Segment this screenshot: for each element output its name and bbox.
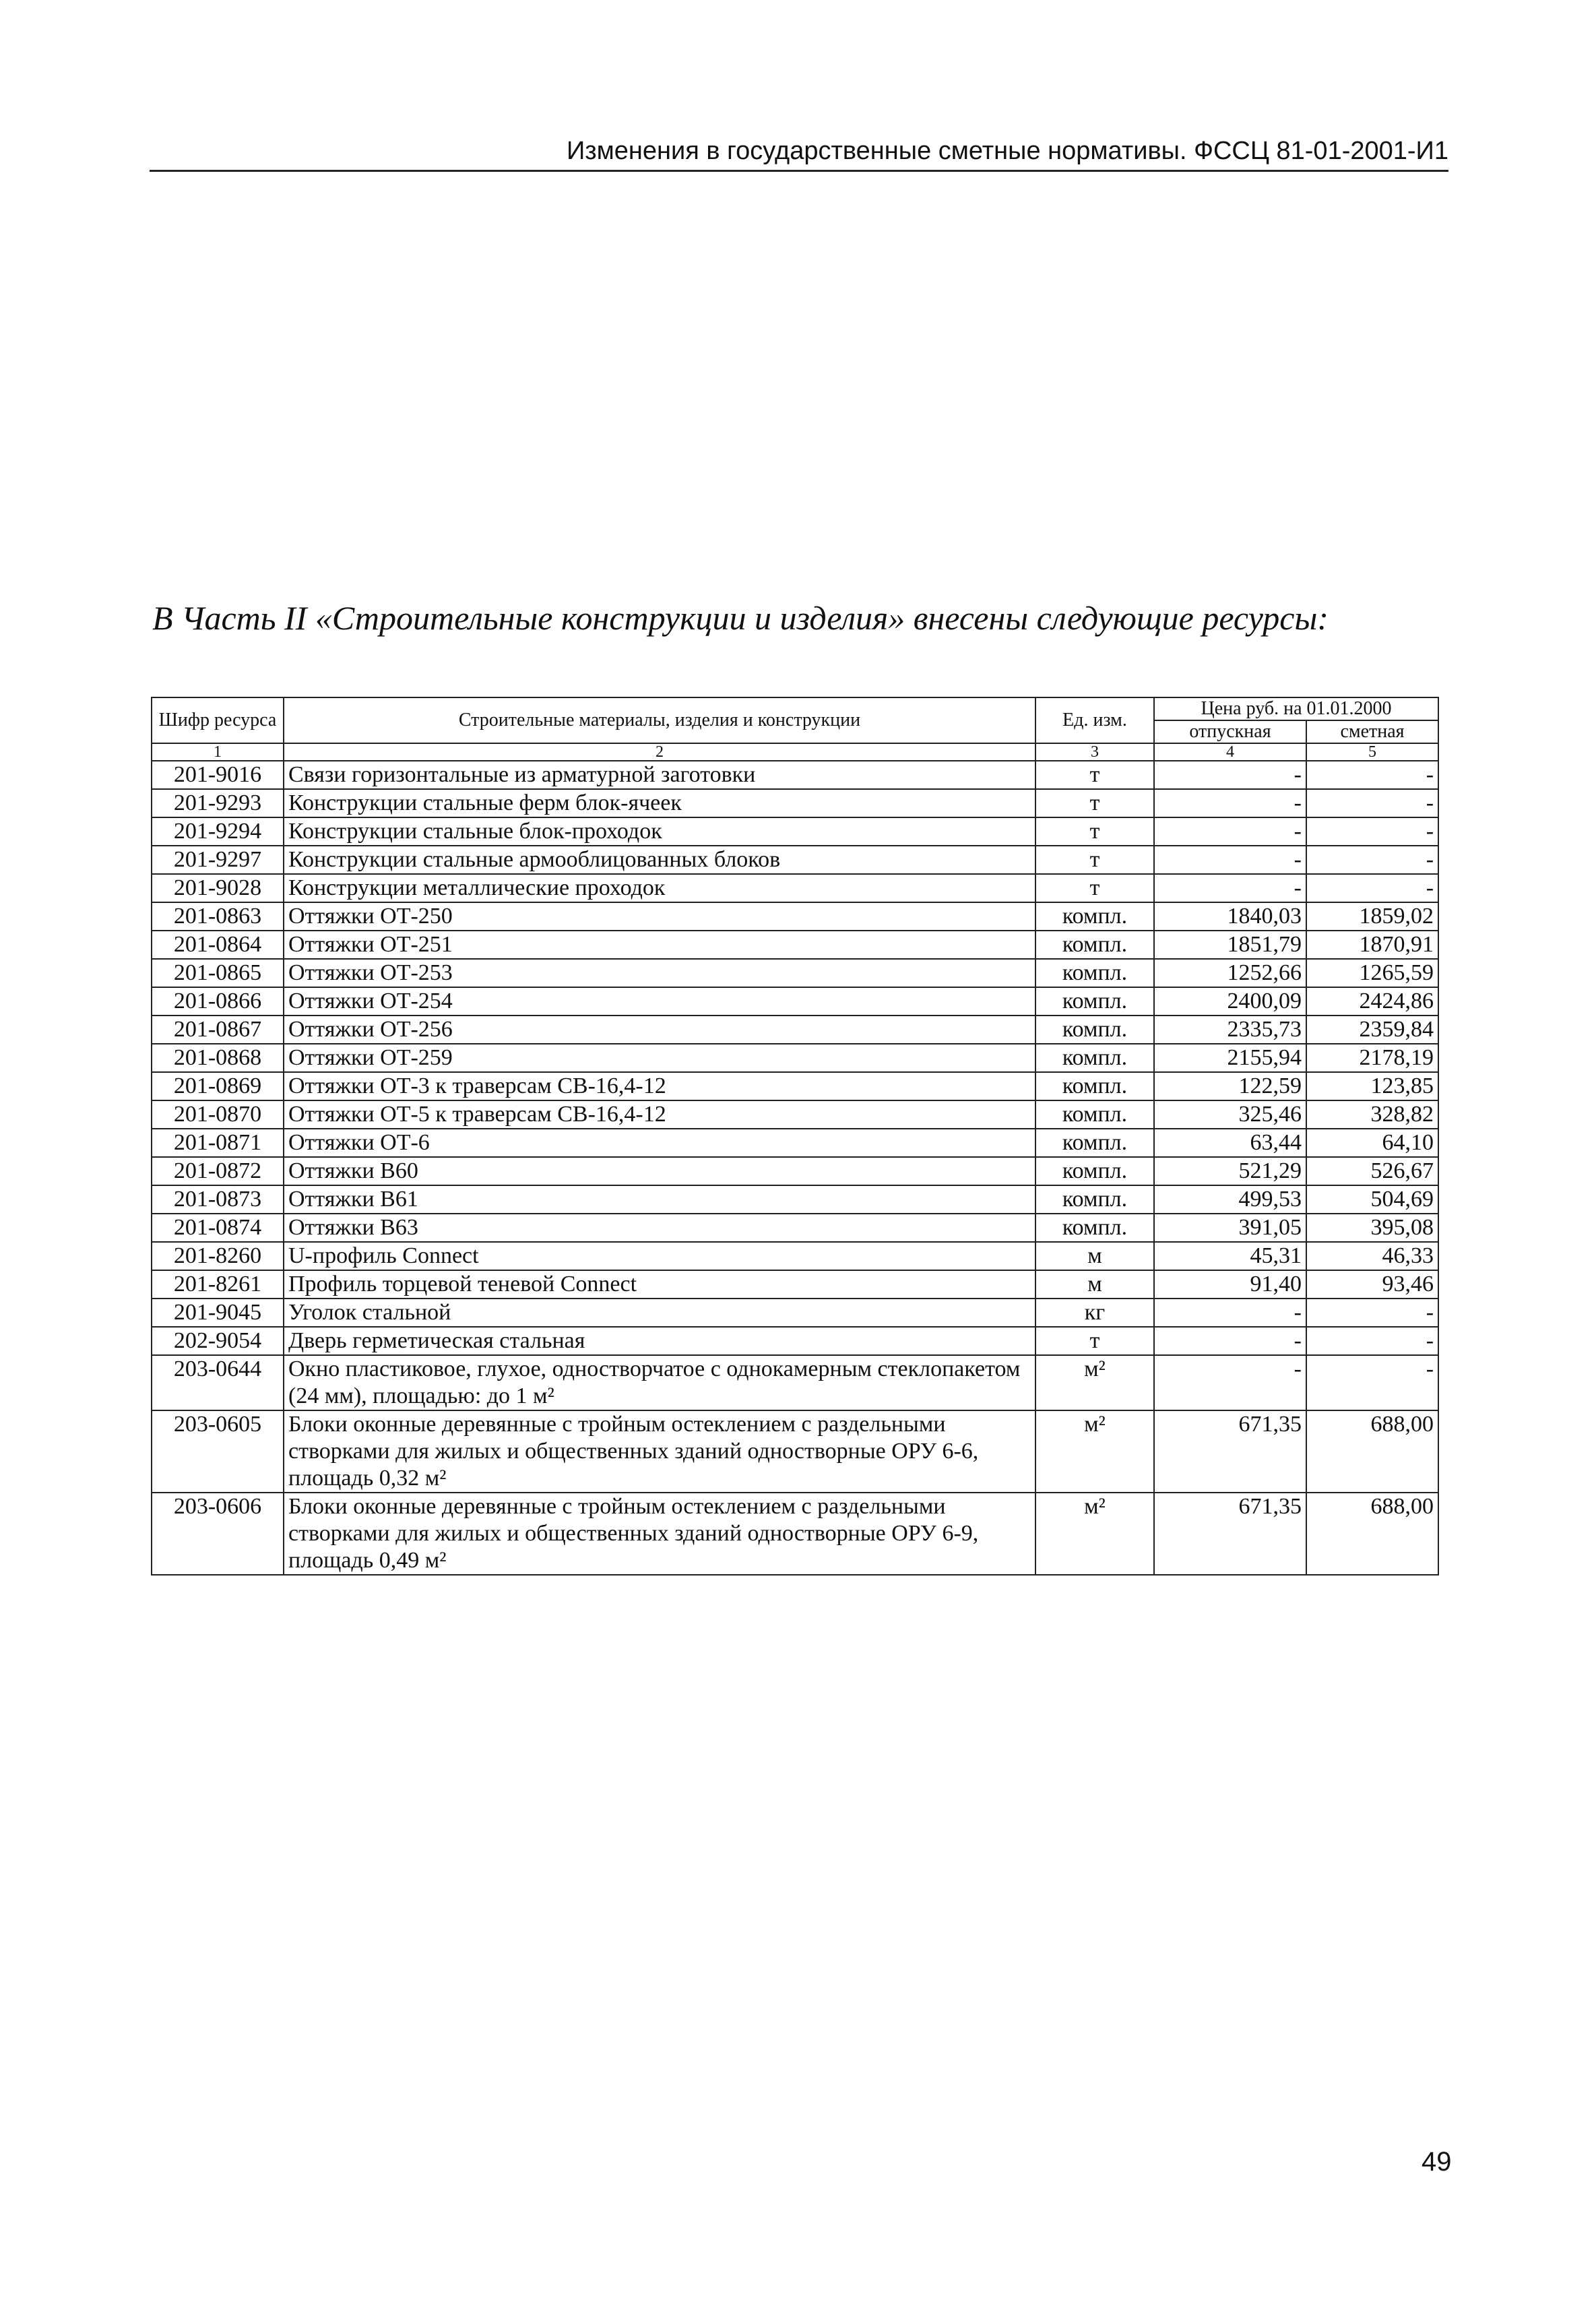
resource-code: 201-9293: [152, 789, 284, 817]
resource-unit: м²: [1035, 1355, 1154, 1410]
price-estimate: 395,08: [1306, 1214, 1438, 1242]
resource-unit: компл.: [1035, 902, 1154, 931]
resource-unit: м: [1035, 1242, 1154, 1270]
resource-unit: компл.: [1035, 1129, 1154, 1157]
column-number: 1: [152, 743, 284, 761]
resource-code: 201-0871: [152, 1129, 284, 1157]
price-estimate: 328,82: [1306, 1100, 1438, 1129]
table-row: [152, 789, 1438, 817]
price-release: -: [1154, 846, 1306, 874]
column-number: 3: [1035, 743, 1154, 761]
resource-unit: компл.: [1035, 1214, 1154, 1242]
resource-code: 201-0870: [152, 1100, 284, 1129]
price-release: 91,40: [1154, 1270, 1306, 1299]
column-number: 4: [1154, 743, 1306, 761]
resource-code: 201-0866: [152, 987, 284, 1016]
price-estimate: 688,00: [1306, 1493, 1438, 1575]
price-estimate: -: [1306, 874, 1438, 902]
resource-name: Оттяжки В61: [284, 1185, 1035, 1214]
price-estimate: 2178,19: [1306, 1044, 1438, 1072]
resource-name: Уголок стальной: [284, 1299, 1035, 1327]
resource-name: Конструкции стальные блок-проходок: [284, 817, 1035, 846]
header-price-release: отпускная: [1154, 720, 1306, 743]
header-price-estimate: сметная: [1306, 720, 1438, 743]
price-estimate: 123,85: [1306, 1072, 1438, 1100]
resources-table: [151, 697, 1439, 1575]
price-release: 671,35: [1154, 1410, 1306, 1493]
price-estimate: -: [1306, 1355, 1438, 1410]
price-estimate: -: [1306, 761, 1438, 789]
resource-unit: компл.: [1035, 959, 1154, 987]
table-row: [152, 1242, 1438, 1270]
resource-name: Оттяжки ОТ-250: [284, 902, 1035, 931]
table-row: [152, 959, 1438, 987]
resource-code: 201-9297: [152, 846, 284, 874]
table-row: [152, 1044, 1438, 1072]
column-number: 2: [284, 743, 1035, 761]
resource-name: Конструкции стальные армооблицованных блоков: [284, 846, 1035, 874]
price-release: -: [1154, 761, 1306, 789]
resource-name: Оттяжки ОТ-259: [284, 1044, 1035, 1072]
section-title: В Часть II «Строительные конструкции и изделия» внесены следующие ресурсы:: [152, 599, 1329, 637]
price-release: -: [1154, 1327, 1306, 1355]
price-estimate: 1265,59: [1306, 959, 1438, 987]
resource-unit: м: [1035, 1270, 1154, 1299]
table-row: [152, 1016, 1438, 1044]
resource-name: Профиль торцевой теневой Connect: [284, 1270, 1035, 1299]
resource-code: 201-0863: [152, 902, 284, 931]
resource-unit: компл.: [1035, 1044, 1154, 1072]
price-release: 2335,73: [1154, 1016, 1306, 1044]
resource-unit: компл.: [1035, 1185, 1154, 1214]
price-release: 63,44: [1154, 1129, 1306, 1157]
resource-name: Оттяжки В60: [284, 1157, 1035, 1185]
resource-name: Блоки оконные деревянные с тройным остеклением с раздельными створками для жилых и общественных зданий одностворные ОРУ 6-9, площадь 0,49 м²: [284, 1493, 1035, 1575]
resource-name: Конструкции металлические проходок: [284, 874, 1035, 902]
price-release: 122,59: [1154, 1072, 1306, 1100]
price-release: 391,05: [1154, 1214, 1306, 1242]
resource-code: 203-0606: [152, 1493, 284, 1575]
resource-unit: компл.: [1035, 987, 1154, 1016]
resource-code: 201-8260: [152, 1242, 284, 1270]
price-estimate: -: [1306, 817, 1438, 846]
column-number: 5: [1306, 743, 1438, 761]
resource-code: 203-0644: [152, 1355, 284, 1410]
resource-name: Оттяжки ОТ-253: [284, 959, 1035, 987]
resource-code: 201-9045: [152, 1299, 284, 1327]
header-code: Шифр ресурса: [152, 697, 284, 743]
price-estimate: -: [1306, 1299, 1438, 1327]
price-estimate: 64,10: [1306, 1129, 1438, 1157]
price-estimate: -: [1306, 789, 1438, 817]
price-release: 1840,03: [1154, 902, 1306, 931]
resource-unit: т: [1035, 846, 1154, 874]
table-row: [152, 1410, 1438, 1493]
resource-code: 201-0872: [152, 1157, 284, 1185]
table-row: [152, 761, 1438, 789]
resource-code: 201-0869: [152, 1072, 284, 1100]
table-row: [152, 1355, 1438, 1410]
table-row: [152, 846, 1438, 874]
price-release: -: [1154, 1355, 1306, 1410]
resource-name: Оттяжки ОТ-5 к траверсам СВ-16,4-12: [284, 1100, 1035, 1129]
resource-unit: компл.: [1035, 1016, 1154, 1044]
price-release: 1851,79: [1154, 931, 1306, 959]
resource-name: U-профиль Connect: [284, 1242, 1035, 1270]
resource-code: 203-0605: [152, 1410, 284, 1493]
price-estimate: 2424,86: [1306, 987, 1438, 1016]
resource-name: Связи горизонтальные из арматурной заготовки: [284, 761, 1035, 789]
price-release: -: [1154, 1299, 1306, 1327]
table-row: [152, 1185, 1438, 1214]
price-release: 325,46: [1154, 1100, 1306, 1129]
resource-unit: компл.: [1035, 931, 1154, 959]
resource-unit: т: [1035, 761, 1154, 789]
table-row: [152, 987, 1438, 1016]
resource-unit: м²: [1035, 1410, 1154, 1493]
table-row: [152, 1214, 1438, 1242]
price-estimate: 1870,91: [1306, 931, 1438, 959]
resource-name: Дверь герметическая стальная: [284, 1327, 1035, 1355]
table-row: [152, 1327, 1438, 1355]
table-row: [152, 1299, 1438, 1327]
resource-name: Оттяжки ОТ-256: [284, 1016, 1035, 1044]
price-estimate: -: [1306, 1327, 1438, 1355]
price-release: 521,29: [1154, 1157, 1306, 1185]
page-number: 49: [1422, 2147, 1452, 2177]
price-estimate: 504,69: [1306, 1185, 1438, 1214]
resource-unit: м²: [1035, 1493, 1154, 1575]
resource-unit: компл.: [1035, 1072, 1154, 1100]
price-estimate: -: [1306, 846, 1438, 874]
resource-name: Оттяжки ОТ-254: [284, 987, 1035, 1016]
price-estimate: 46,33: [1306, 1242, 1438, 1270]
resource-code: 201-0874: [152, 1214, 284, 1242]
header-unit: Ед. изм.: [1035, 697, 1154, 743]
table-row: [152, 1072, 1438, 1100]
price-release: 1252,66: [1154, 959, 1306, 987]
resource-code: 202-9054: [152, 1327, 284, 1355]
resource-unit: компл.: [1035, 1157, 1154, 1185]
price-release: 2155,94: [1154, 1044, 1306, 1072]
resource-name: Блоки оконные деревянные с тройным остеклением с раздельными створками для жилых и общественных зданий одностворные ОРУ 6-6, площадь 0,32 м²: [284, 1410, 1035, 1493]
price-release: -: [1154, 817, 1306, 846]
table-row: [152, 1157, 1438, 1185]
resource-name: Оттяжки ОТ-6: [284, 1129, 1035, 1157]
resource-name: Оттяжки ОТ-3 к траверсам СВ-16,4-12: [284, 1072, 1035, 1100]
resource-code: 201-0864: [152, 931, 284, 959]
price-estimate: 93,46: [1306, 1270, 1438, 1299]
table-body: [152, 761, 1438, 1575]
header-title: Изменения в государственные сметные нормативы. ФССЦ 81-01-2001-И1: [566, 137, 1448, 165]
running-header: [150, 128, 1448, 172]
column-number-row: [152, 743, 1438, 761]
price-estimate: 688,00: [1306, 1410, 1438, 1493]
resource-unit: т: [1035, 817, 1154, 846]
price-release: 671,35: [1154, 1493, 1306, 1575]
resource-code: 201-0868: [152, 1044, 284, 1072]
price-release: 45,31: [1154, 1242, 1306, 1270]
table-row: [152, 1270, 1438, 1299]
price-estimate: 2359,84: [1306, 1016, 1438, 1044]
header-price-group: Цена руб. на 01.01.2000: [1154, 697, 1438, 720]
resource-code: 201-9028: [152, 874, 284, 902]
resource-name: Конструкции стальные ферм блок-ячеек: [284, 789, 1035, 817]
table-row: [152, 1100, 1438, 1129]
table-row: [152, 902, 1438, 931]
resource-unit: т: [1035, 1327, 1154, 1355]
price-release: 499,53: [1154, 1185, 1306, 1214]
resource-code: 201-0865: [152, 959, 284, 987]
resource-code: 201-9294: [152, 817, 284, 846]
table-row: [152, 1493, 1438, 1575]
table-row: [152, 817, 1438, 846]
resource-code: 201-0867: [152, 1016, 284, 1044]
price-release: 2400,09: [1154, 987, 1306, 1016]
resource-code: 201-0873: [152, 1185, 284, 1214]
resource-name: Окно пластиковое, глухое, одностворчатое с однокамерным стеклопакетом (24 мм), площадью: до 1 м²: [284, 1355, 1035, 1410]
resource-unit: кг: [1035, 1299, 1154, 1327]
table-row: [152, 1129, 1438, 1157]
price-estimate: 1859,02: [1306, 902, 1438, 931]
resource-name: Оттяжки ОТ-251: [284, 931, 1035, 959]
table-row: [152, 931, 1438, 959]
resource-code: 201-8261: [152, 1270, 284, 1299]
header-name: Строительные материалы, изделия и конструкции: [284, 697, 1035, 743]
price-estimate: 526,67: [1306, 1157, 1438, 1185]
price-release: -: [1154, 874, 1306, 902]
resource-unit: компл.: [1035, 1100, 1154, 1129]
resource-code: 201-9016: [152, 761, 284, 789]
resource-name: Оттяжки В63: [284, 1214, 1035, 1242]
price-release: -: [1154, 789, 1306, 817]
resource-unit: т: [1035, 874, 1154, 902]
resource-unit: т: [1035, 789, 1154, 817]
table-row: [152, 874, 1438, 902]
